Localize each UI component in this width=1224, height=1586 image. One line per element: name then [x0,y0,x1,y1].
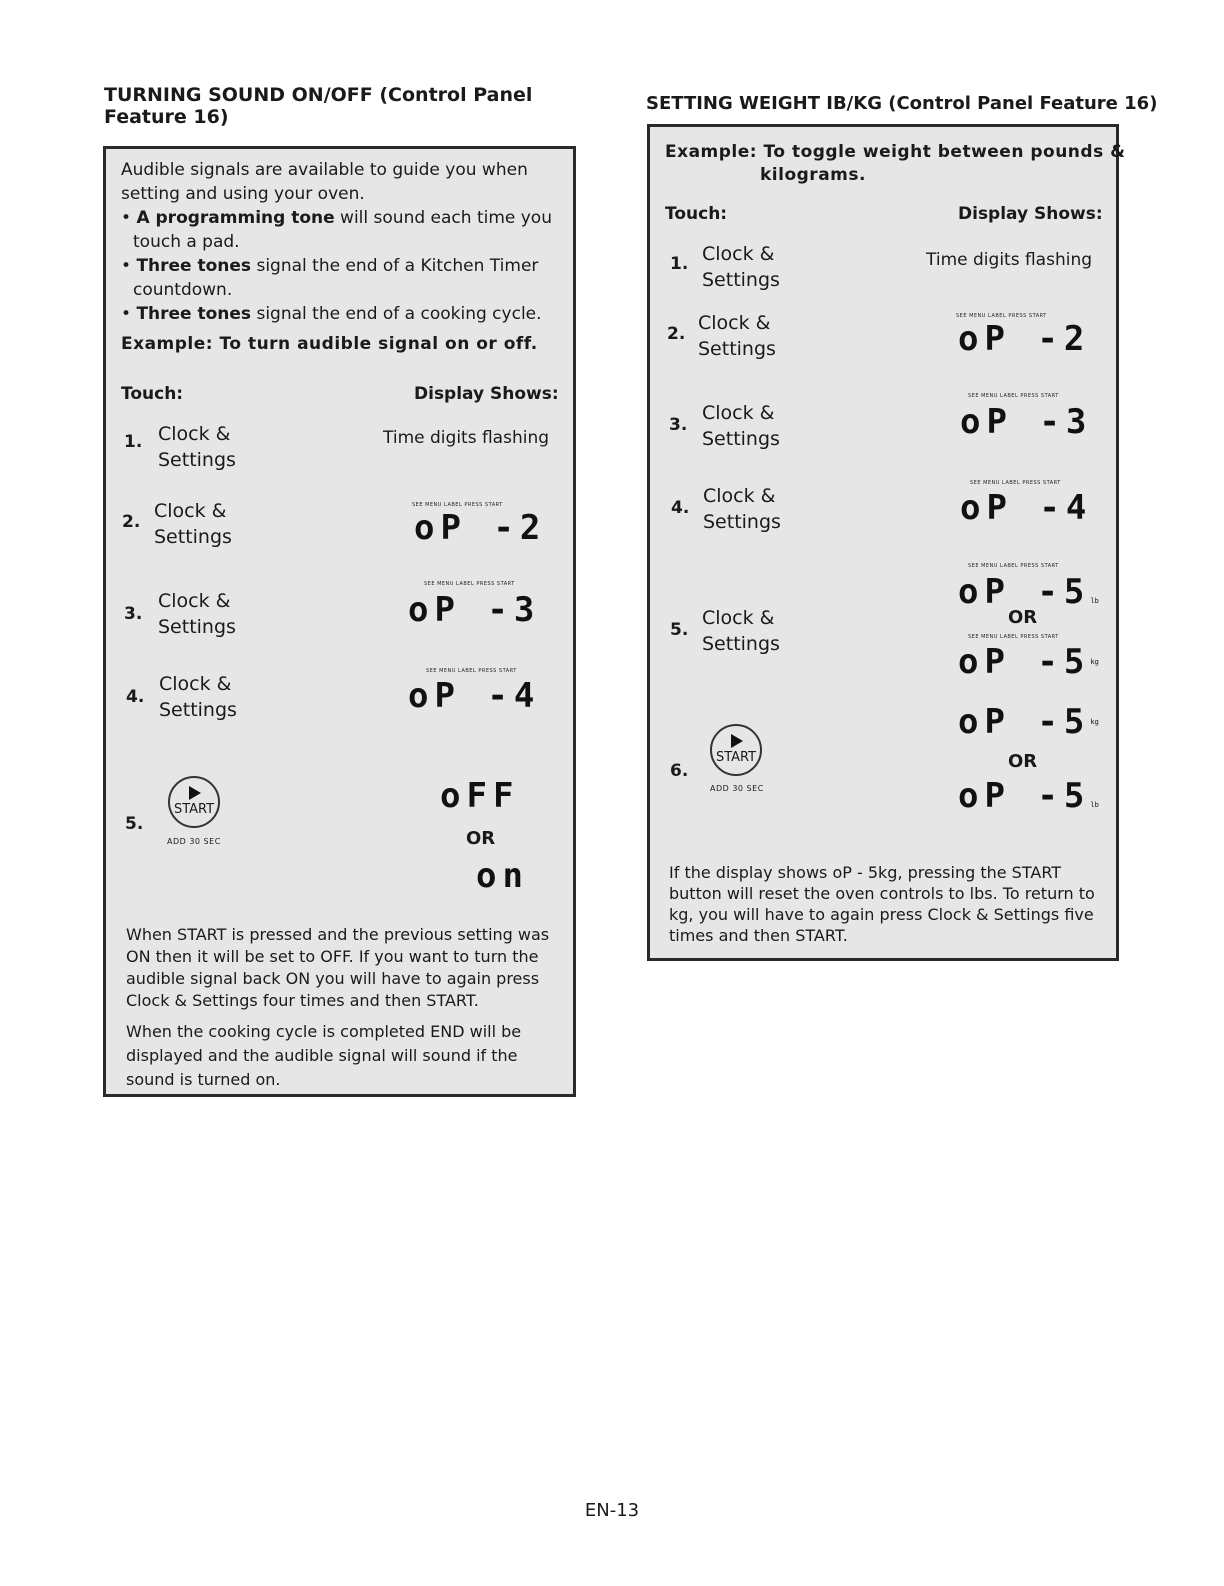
left-example: Example: To turn audible signal on or off. [121,334,538,354]
right-start-caption: ADD 30 SEC [710,784,764,793]
right-step-3-label [702,400,780,452]
right-example-line1: Example: To toggle weight between pounds & [665,142,1126,162]
right-step-5-number: 5. [670,620,689,640]
right-note: If the display shows oP - 5kg, pressing the START button will reset the oven controls to lbs. To return to kg, you will have to again press Clock & Settings five times and then START. [669,863,1095,945]
left-bullet-3: • Three tones signal the end of a cooking cycle. [121,304,542,324]
bullet-3-bold: Three tones [136,304,252,324]
left-step-2-label-l2: Settings [154,526,232,548]
right-step-4-caption: SEE MENU LABEL PRESS START [970,480,1061,486]
right-step-6-unit-b: lb [1090,801,1099,809]
right-step-1-label [702,241,780,293]
right-step-2-label-l2: Settings [698,338,776,360]
left-step-5-segment-a: oFF [440,776,520,816]
right-step-3-segment: oP -3 [960,402,1093,442]
right-step-4-label [703,483,781,535]
right-touch-header: Touch: [665,204,728,224]
left-note-2: When the cooking cycle is completed END will be displayed and the audible signal will sound if the sound is turned on. [126,1022,522,1089]
left-note-1: When START is pressed and the previous setting was ON then it will be set to OFF. If you want to turn the audible signal back ON you will have to again press Clock & Settings four times and then START. [126,925,550,1010]
left-step-1-display: Time digits flashing [383,428,550,448]
right-step-3-caption: SEE MENU LABEL PRESS START [968,393,1059,399]
right-example-line2: kilograms. [760,165,866,185]
left-step-3-label-l1: Clock & [158,590,231,612]
play-icon [189,786,201,800]
left-step-3-segment: oP -3 [408,590,541,630]
bullet-1-text: will sound each time you touch a pad. [133,208,552,252]
right-step-2-label [698,310,776,362]
right-step-5-unit-b: kg [1090,658,1099,666]
left-step-5-or: OR [466,828,496,849]
right-step-3-label-l1: Clock & [702,402,775,424]
left-touch-header: Touch: [121,384,184,404]
right-step-4-number: 4. [671,498,690,518]
right-step-4-label-l1: Clock & [703,485,776,507]
right-step-5-label-l2: Settings [702,633,780,655]
play-icon [731,734,743,748]
right-step-6-unit-a: kg [1090,718,1099,726]
right-step-5-label-l1: Clock & [702,607,775,629]
left-step-2-number: 2. [122,512,141,532]
left-bullet-2: • Three tones signal the end of a Kitchen Timer countdown. [121,256,539,300]
left-step-4-segment: oP -4 [408,676,541,716]
right-step-2-number: 2. [667,324,686,344]
bullet-2-bold: Three tones [136,256,252,276]
right-step-1-number: 1. [670,254,689,274]
left-step-2-label [154,498,232,550]
left-step-3-caption: SEE MENU LABEL PRESS START [424,581,515,587]
left-step-2-segment: oP -2 [414,508,547,548]
left-step-4-caption: SEE MENU LABEL PRESS START [426,668,517,674]
right-step-5-unit-a: lb [1090,597,1099,605]
left-title-line1: TURNING SOUND ON/OFF (Control Panel [104,84,533,106]
right-step-4-label-l2: Settings [703,511,781,533]
right-step-5-or: OR [1008,607,1038,628]
right-step-1-label-l2: Settings [702,269,780,291]
left-step-3-label-l2: Settings [158,616,236,638]
right-step-2-label-l1: Clock & [698,312,771,334]
right-step-6-segment-b [958,778,1099,823]
right-step-5-segment-b-text: oP -5 [958,642,1091,682]
right-step-4-segment: oP -4 [960,488,1093,528]
left-bullet-1: • A programming tone will sound each time you touch a pad. [121,208,552,252]
page-number: EN-13 [584,1500,640,1521]
left-step-1-number: 1. [124,432,143,452]
left-step-4-label [159,671,237,723]
left-step-1-label-l1: Clock & [158,423,231,445]
left-step-3-number: 3. [124,604,143,624]
right-step-2-segment: oP -2 [958,319,1091,359]
left-step-3-label [158,588,236,640]
right-step-6-segment-a [958,704,1099,740]
right-step-6-number: 6. [670,761,689,781]
left-step-5-number: 5. [125,814,144,834]
right-section-title: SETTING WEIGHT IB/KG (Control Panel Feature 16) [646,93,1158,114]
right-step-3-number: 3. [669,415,688,435]
left-start-button[interactable] [168,776,220,828]
right-start-button[interactable] [710,724,762,776]
right-start-button-label: START [715,750,757,765]
left-step-4-label-l1: Clock & [159,673,232,695]
left-start-caption: ADD 30 SEC [167,837,221,846]
left-title-line2: Feature 16) [104,106,229,128]
left-step-2-label-l1: Clock & [154,500,227,522]
right-step-1-display: Time digits flashing [926,250,1093,270]
left-step-4-number: 4. [126,687,145,707]
right-step-5-caption-b: SEE MENU LABEL PRESS START [968,634,1059,640]
right-step-1-label-l1: Clock & [702,243,775,265]
bullet-3-text: signal the end of a cooking cycle. [251,304,542,324]
left-step-2-caption: SEE MENU LABEL PRESS START [412,502,503,508]
right-step-5-caption-a: SEE MENU LABEL PRESS START [968,563,1059,569]
left-intro: Audible signals are available to guide you when setting and using your oven. [121,160,528,204]
right-step-5-segment-b [958,644,1099,680]
bullet-1-bold: A programming tone [136,208,335,228]
right-display-header: Display Shows: [958,204,1103,224]
right-step-5-label [702,605,780,657]
right-step-3-label-l2: Settings [702,428,780,450]
right-step-6-segment-b-text: oP -5 [958,776,1091,816]
left-step-5-segment-b: on [476,856,529,896]
left-step-1-label [158,421,236,473]
right-step-6-segment-a-text: oP -5 [958,702,1091,742]
left-step-1-label-l2: Settings [158,449,236,471]
right-step-2-caption: SEE MENU LABEL PRESS START [956,313,1047,319]
left-section-title [104,84,564,128]
bullet-2-text: signal the end of a Kitchen Timer countdown. [133,256,539,300]
right-step-5-segment-a-text: oP -5 [958,572,1091,612]
left-start-button-label: START [173,802,215,817]
left-step-4-label-l2: Settings [159,699,237,721]
left-display-header: Display Shows: [414,384,559,404]
right-step-6-or: OR [1008,751,1038,772]
